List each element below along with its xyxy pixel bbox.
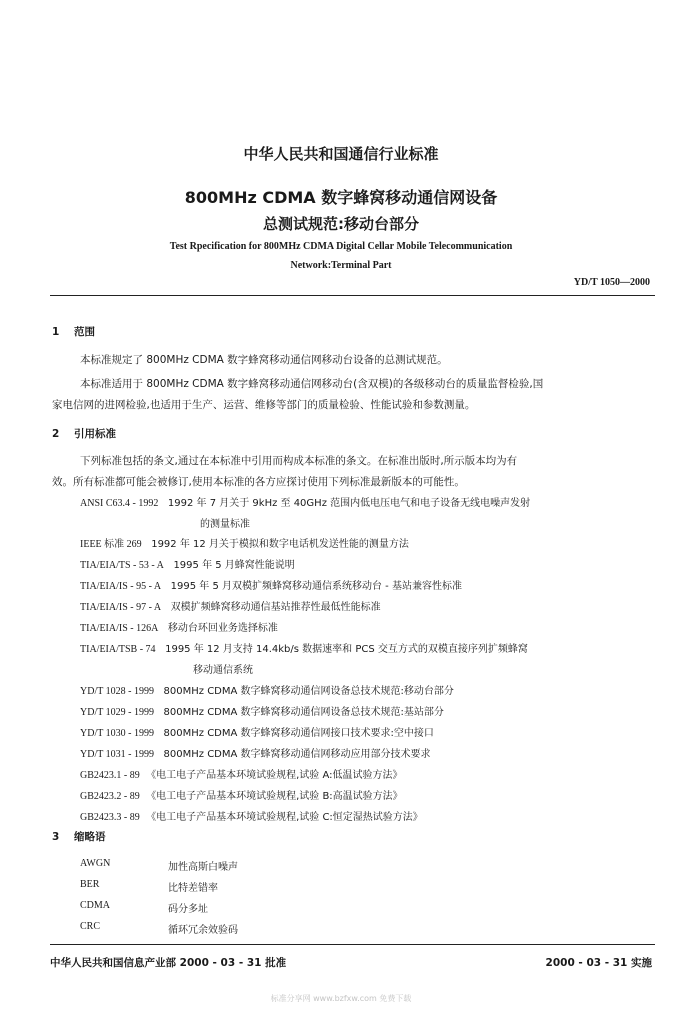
ref-title: 《电工电子产品基本环境试验规程,试验 A:低温试验方法》 [146, 770, 403, 781]
ref-code: TIA/EIA/IS - 95 - A [80, 581, 162, 592]
ref-gb2423-3 [80, 808, 655, 823]
ref-title: 《电工电子产品基本环境试验规程,试验 B:高温试验方法》 [146, 791, 403, 802]
title-en-line1: Test Rpecification for 800MHz CDMA Digital Cellar Mobile Telecommunication [169, 241, 513, 252]
title-cn-line1: 800MHz CDMA 数字蜂窝移动通信网设备 [184, 188, 498, 207]
ref-title: 1995 年 12 月支持 14.4kb/s 数据速率和 PCS 交互方式的双模直接序列扩频蜂窝 [165, 644, 528, 655]
ref-code: GB2423.2 - 89 [80, 791, 140, 802]
ref-yd-t-1028 [80, 682, 655, 697]
effective-date: 2000 - 03 - 31 实施 [545, 957, 652, 969]
standard-category: 中华人民共和国通信行业标准 [243, 145, 439, 163]
ref-code: TIA/EIA/TS - 53 - A [80, 560, 164, 571]
ref-title: 1995 年 5 月蜂窝性能说明 [173, 560, 295, 571]
section1-para2-line2: 家电信网的进网检验,也适用于生产、运营、维修等部门的质量检验、性能试验和参数测量。 [52, 399, 476, 411]
ref-code: IEEE 标准 269 [80, 539, 142, 550]
section2-heading [52, 426, 116, 441]
ref-code: TIA/EIA/IS - 126A [80, 623, 159, 634]
ref-code: ANSI C63.4 - 1992 [80, 498, 159, 509]
ref-tia-tsb-74 [80, 640, 655, 655]
ref-gb2423-2 [80, 787, 655, 802]
ref-yd-t-1031 [80, 745, 655, 760]
ref-code: YD/T 1031 - 1999 [80, 749, 154, 760]
ref-tia-tsb-74-cont: 移动通信系统 [193, 665, 253, 676]
ref-yd-t-1030 [80, 724, 655, 739]
abbr-meaning: 比特差错率 [168, 883, 218, 894]
abbr-meaning: 循环冗余效验码 [168, 925, 238, 936]
ref-yd-t-1029 [80, 703, 655, 718]
ref-title: 800MHz CDMA 数字蜂窝移动通信网设备总技术规范:移动台部分 [163, 686, 454, 697]
abbr-term: CRC [80, 921, 101, 932]
ref-code: GB2423.1 - 89 [80, 770, 140, 781]
ref-code: GB2423.3 - 89 [80, 812, 140, 823]
ref-tia-is-97-a [80, 598, 655, 613]
abbr-meaning: 码分多址 [168, 904, 208, 915]
title-cn-line2: 总测试规范:移动台部分 [263, 215, 419, 233]
section2-title: 引用标准 [74, 428, 116, 440]
ref-title: 1992 年 7 月关于 9kHz 至 40GHz 范围内低电压电气和电子设备无线电噪声发射 [167, 498, 531, 509]
watermark: 标准分享网 www.bzfxw.com 免费下载 [270, 994, 412, 1003]
abbr-term: AWGN [80, 858, 111, 869]
ref-title: 1992 年 12 月关于模拟和数字电话机发送性能的测量方法 [151, 539, 409, 550]
issuer-approval: 中华人民共和国信息产业部 2000 - 03 - 31 批准 [50, 957, 287, 969]
section2-number: 2 [52, 428, 60, 440]
ref-code: YD/T 1030 - 1999 [80, 728, 154, 739]
ref-code: TIA/EIA/TSB - 74 [80, 644, 156, 655]
ref-ieee-269 [80, 535, 655, 550]
ref-code: TIA/EIA/IS - 97 - A [80, 602, 162, 613]
standard-code: YD/T 1050—2000 [573, 277, 650, 288]
ref-tia-is-95-a [80, 577, 655, 592]
header-rule [50, 295, 655, 296]
ref-ansi-c63-4-cont: 的测量标准 [200, 519, 250, 530]
ref-title: 800MHz CDMA 数字蜂窝移动通信网移动应用部分技术要求 [163, 749, 431, 760]
footer-rule [50, 944, 655, 945]
abbr-term: BER [80, 879, 100, 890]
section2-intro-line1: 下列标准包括的条文,通过在本标准中引用而构成本标准的条文。在标准出版时,所示版本均为有 [80, 455, 518, 467]
ref-title: 1995 年 5 月双模扩频蜂窝移动通信系统移动台 - 基站兼容性标准 [170, 581, 462, 592]
section1-para1: 本标准规定了 800MHz CDMA 数字蜂窝移动通信网移动台设备的总测试规范。 [80, 354, 448, 366]
ref-gb2423-1 [80, 766, 655, 781]
ref-code: YD/T 1028 - 1999 [80, 686, 154, 697]
section1-heading [52, 324, 95, 339]
title-en-line2: Network:Terminal Part [290, 260, 392, 271]
section1-para2-line1: 本标准适用于 800MHz CDMA 数字蜂窝移动通信网移动台(含双模)的各级移动台的质量监督检验,国 [80, 378, 544, 390]
ref-tia-is-126a [80, 619, 655, 634]
ref-title: 双模扩频蜂窝移动通信基站推荐性最低性能标准 [170, 602, 381, 613]
section2-intro-line2: 效。所有标准都可能会被修订,使用本标准的各方应探讨使用下列标准最新版本的可能性。 [52, 476, 465, 488]
ref-title: 800MHz CDMA 数字蜂窝移动通信网设备总技术规范:基站部分 [163, 707, 444, 718]
abbr-term: CDMA [80, 900, 111, 911]
section1-title: 范围 [74, 326, 95, 338]
ref-ansi-c63-4 [80, 494, 655, 509]
ref-title: 移动台环回业务选择标准 [167, 623, 278, 634]
ref-title: 800MHz CDMA 数字蜂窝移动通信网接口技术要求:空中接口 [163, 728, 434, 739]
ref-title: 《电工电子产品基本环境试验规程,试验 C:恒定湿热试验方法》 [146, 812, 423, 823]
abbr-meaning: 加性高斯白噪声 [168, 862, 238, 873]
section3-number: 3 [52, 831, 60, 843]
section3-title: 缩略语 [74, 831, 106, 843]
section1-number: 1 [52, 326, 60, 338]
ref-code: YD/T 1029 - 1999 [80, 707, 154, 718]
ref-tia-ts-53-a [80, 556, 655, 571]
section3-heading [52, 829, 106, 844]
